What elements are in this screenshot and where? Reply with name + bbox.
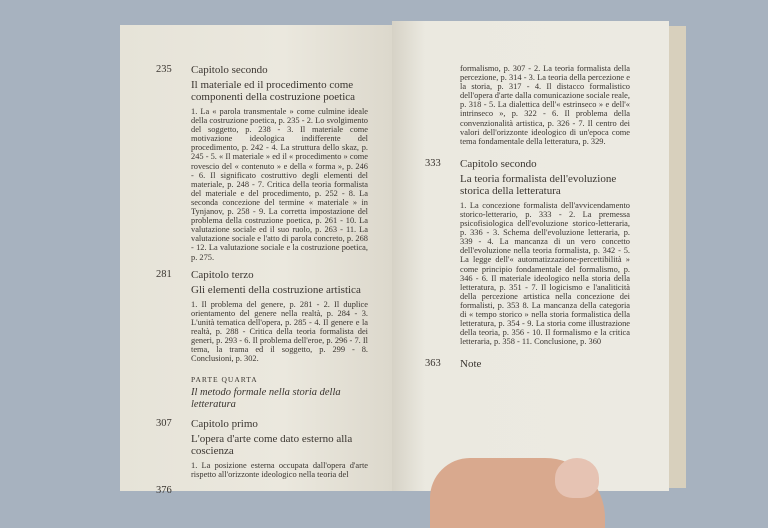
page-edges (668, 26, 686, 488)
chapter-label: Capitolo terzo (191, 268, 254, 281)
thumbnail (555, 458, 599, 498)
chapter-contents: formalismo, p. 307 - 2. La teoria formalista della percezione, p. 314 - 3. La teoria della percezione e la storia, p. 317 - 4. Il distacco formalistico dell'opera d'arte dalla comunicazione sociale reale, p. 318 - 5. La dialettica dell'« estrinseco » e dell'« intrinseco », p. 322 - 6. Il problema della convenzionalità artistica, p. 326 - 7. Il centro dei valori dell'orizzonte ideologico di un'epoca come tema fondamentale della letteratura, p. 329. (460, 64, 630, 146)
chapter-contents: 1. La « parola transmentale » come culmine ideale della costruzione poetica, p. 235 - 2. Lo svolgimento del soggetto, p. 238 - 3. Il materiale come motivazione ideologica indifferente del procedimento, p. 242 - 4. La struttura dello skaz, p. 245 - 5. « Il materiale » ed il « procedimento » come rovescio del « contenuto » e della « forma », p. 246 - 6. Il significato costruttivo degli elementi del materiale, p. 248 - 7. Critica della teoria formalista del materiale e del procedimento, p. 252 - 8. La seconda concezione del termine « materiale » in Tynjanov, p. 258 - 9. La corretta impostazione del problema della costruzione poetica, p. 261 - 10. La valutazione sociale ed il suo ruolo, p. 263 - 11. La valutazione sociale e l'atto di parola concreto, p. 268 - 12. La valutazione sociale e la costruzione poetica, p. 275. (191, 107, 368, 262)
folio: 376 (156, 485, 172, 497)
chapter-contents: 1. La posizione esterna occupata dall'opera d'arte rispetto all'orizzonte ideologico nella teoria del (191, 461, 368, 480)
toc-entry (156, 418, 368, 479)
part-label: PARTE QUARTA (191, 375, 258, 385)
entry-page-number: 235 (156, 64, 172, 75)
chapter-label: Capitolo primo (191, 418, 258, 431)
entry-page-number: 281 (156, 268, 172, 280)
entry-page-number: 333 (425, 157, 441, 169)
toc-entry (425, 158, 630, 347)
chapter-contents: 1. La concezione formalista dell'avvicendamento storico-letterario, p. 333 - 2. La premessa psicofisiologica dell'evoluzione storico-letteraria, p. 336 - 3. Schema dell'evoluzione letteraria, p. 339 - 4. La mancanza di un vero concetto dell'evoluzione nella teoria formalista, p. 342 - 5. La legge dell'« automatizzazione-percettibilità » come principio fondamentale del formalismo, p. 346 - 6. Il materiale ideologico nella storia della letteratura, p. 351 - 7. Il logicismo e l'analiticità della percezione artistica nella concezione dei formalisti, p. 353 8. La mancanza della categoria di « tempo storico » nella storia formalistica della letteratura, p. 354 - 9. La storia come illustrazione della teoria, p. 356 - 10. Il formalismo e la critica letteraria, p. 358 - 11. Conclusione, p. 360 (460, 200, 630, 347)
part-title: Il metodo formale nella storia della letteratura (191, 387, 341, 411)
chapter-title: Il materiale ed il procedimento come componenti della costruzione poetica (191, 79, 356, 103)
chapter-title: L'opera d'arte come dato esterno alla coscienza (191, 433, 353, 458)
entry-page-number: 363 (425, 358, 441, 370)
chapter-title: La teoria formalista dell'evoluzione storica della letteratura (460, 172, 617, 197)
toc-continued (425, 64, 630, 146)
chapter-title: Gli elementi della costruzione artistica (191, 283, 361, 296)
chapter-contents: 1. Il problema del genere, p. 281 - 2. Il duplice orientamento del genere nella realtà, p. 284 - 3. L'unità tematica dell'opera, p. 285 - 4. Il genere e la realtà, p. 288 - Critica della teoria formalista dei generi, p. 293 - 6. Il problema dell'eroe, p. 296 - 7. Il tema, la trama ed il soggetto, p. 299 - 8. Conclusioni, p. 302. (191, 299, 368, 364)
part-heading (156, 375, 368, 411)
chapter-label: Capitolo secondo (460, 157, 537, 170)
right-page-content (425, 64, 630, 373)
toc-entry-notes (425, 358, 630, 373)
toc-entry (156, 269, 368, 364)
left-page-content (156, 64, 368, 497)
entry-page-number: 307 (156, 418, 172, 430)
notes-label: Note (460, 358, 482, 371)
chapter-label: Capitolo secondo (191, 64, 268, 76)
toc-entry (156, 64, 368, 262)
